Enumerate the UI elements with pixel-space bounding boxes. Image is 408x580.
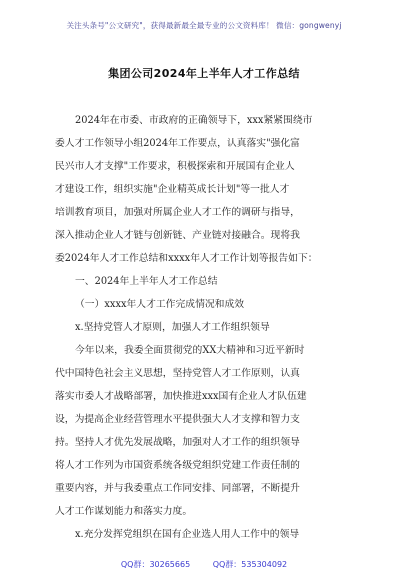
paragraph-line: 持。坚持人才优先发展战略，加强对人才工作的组织领导 <box>55 437 300 448</box>
item-heading: x.坚持党管人才原则，加强人才工作组织领导 <box>75 322 270 333</box>
paragraph-line: 培训教育项目，加强对所属企业人才工作的调研与指导， <box>55 207 300 218</box>
document-body <box>55 109 355 546</box>
paragraph-line: 人才工作谋划能力和落实力度。 <box>55 506 193 517</box>
paragraph-line: 重要内容，并与我委重点工作同安排、同部署，不断提升 <box>55 483 300 494</box>
paragraph-line: 民兴市人才支撑"工作要求，积极探索和开展国有企业人 <box>55 161 295 172</box>
paragraph-line: 设，为提高企业经营管理水平提供强大人才支撑和智力支 <box>55 414 300 425</box>
paragraph-line: 今年以来，我委全面贯彻党的XX大精神和习近平新时 <box>75 345 305 356</box>
paragraph-line: 代中国特色社会主义思想，坚持党管人才工作原则，认真 <box>55 368 300 379</box>
item-heading: x.充分发挥党组织在国有企业选人用人工作中的领导 <box>75 529 300 540</box>
paragraph-line: 委2024年人才工作总结和xxxx年人才工作计划等报告如下： <box>55 253 318 264</box>
paragraph-line: 将人才工作列为市国资系统各级党组织党建工作责任制的 <box>55 460 300 471</box>
qq-group-1: QQ群：30265665 <box>120 560 191 569</box>
document-title: 集团公司2024年上半年人才工作总结 <box>108 67 300 80</box>
section-heading: 一、2024年上半年人才工作总结 <box>75 276 218 287</box>
paragraph-line: 落实市委人才战略部署，加快推进xxx国有企业人才队伍建 <box>55 391 307 402</box>
qq-group-2: QQ群：535304092 <box>212 560 288 569</box>
paragraph-line: 委人才工作领导小组2024年工作要点，认真落实"强化富 <box>55 138 300 149</box>
header-note: 关注头条号"公文研究"，获得最新最全最专业的公文资料库！ 微信：gongwenyj <box>66 21 342 30</box>
paragraph-line: 深入推动企业人才链与创新链、产业链对接融合。现将我 <box>55 230 300 241</box>
paragraph-line: 才建设工作，组织实施"企业精英成长计划"等一批人才 <box>55 184 290 195</box>
paragraph-line: 2024年在市委、市政府的正确领导下，xxx紧紧围绕市 <box>75 115 313 126</box>
footer-qq-groups <box>0 559 408 570</box>
subsection-heading: （一）xxxx年人才工作完成情况和成效 <box>75 299 245 310</box>
